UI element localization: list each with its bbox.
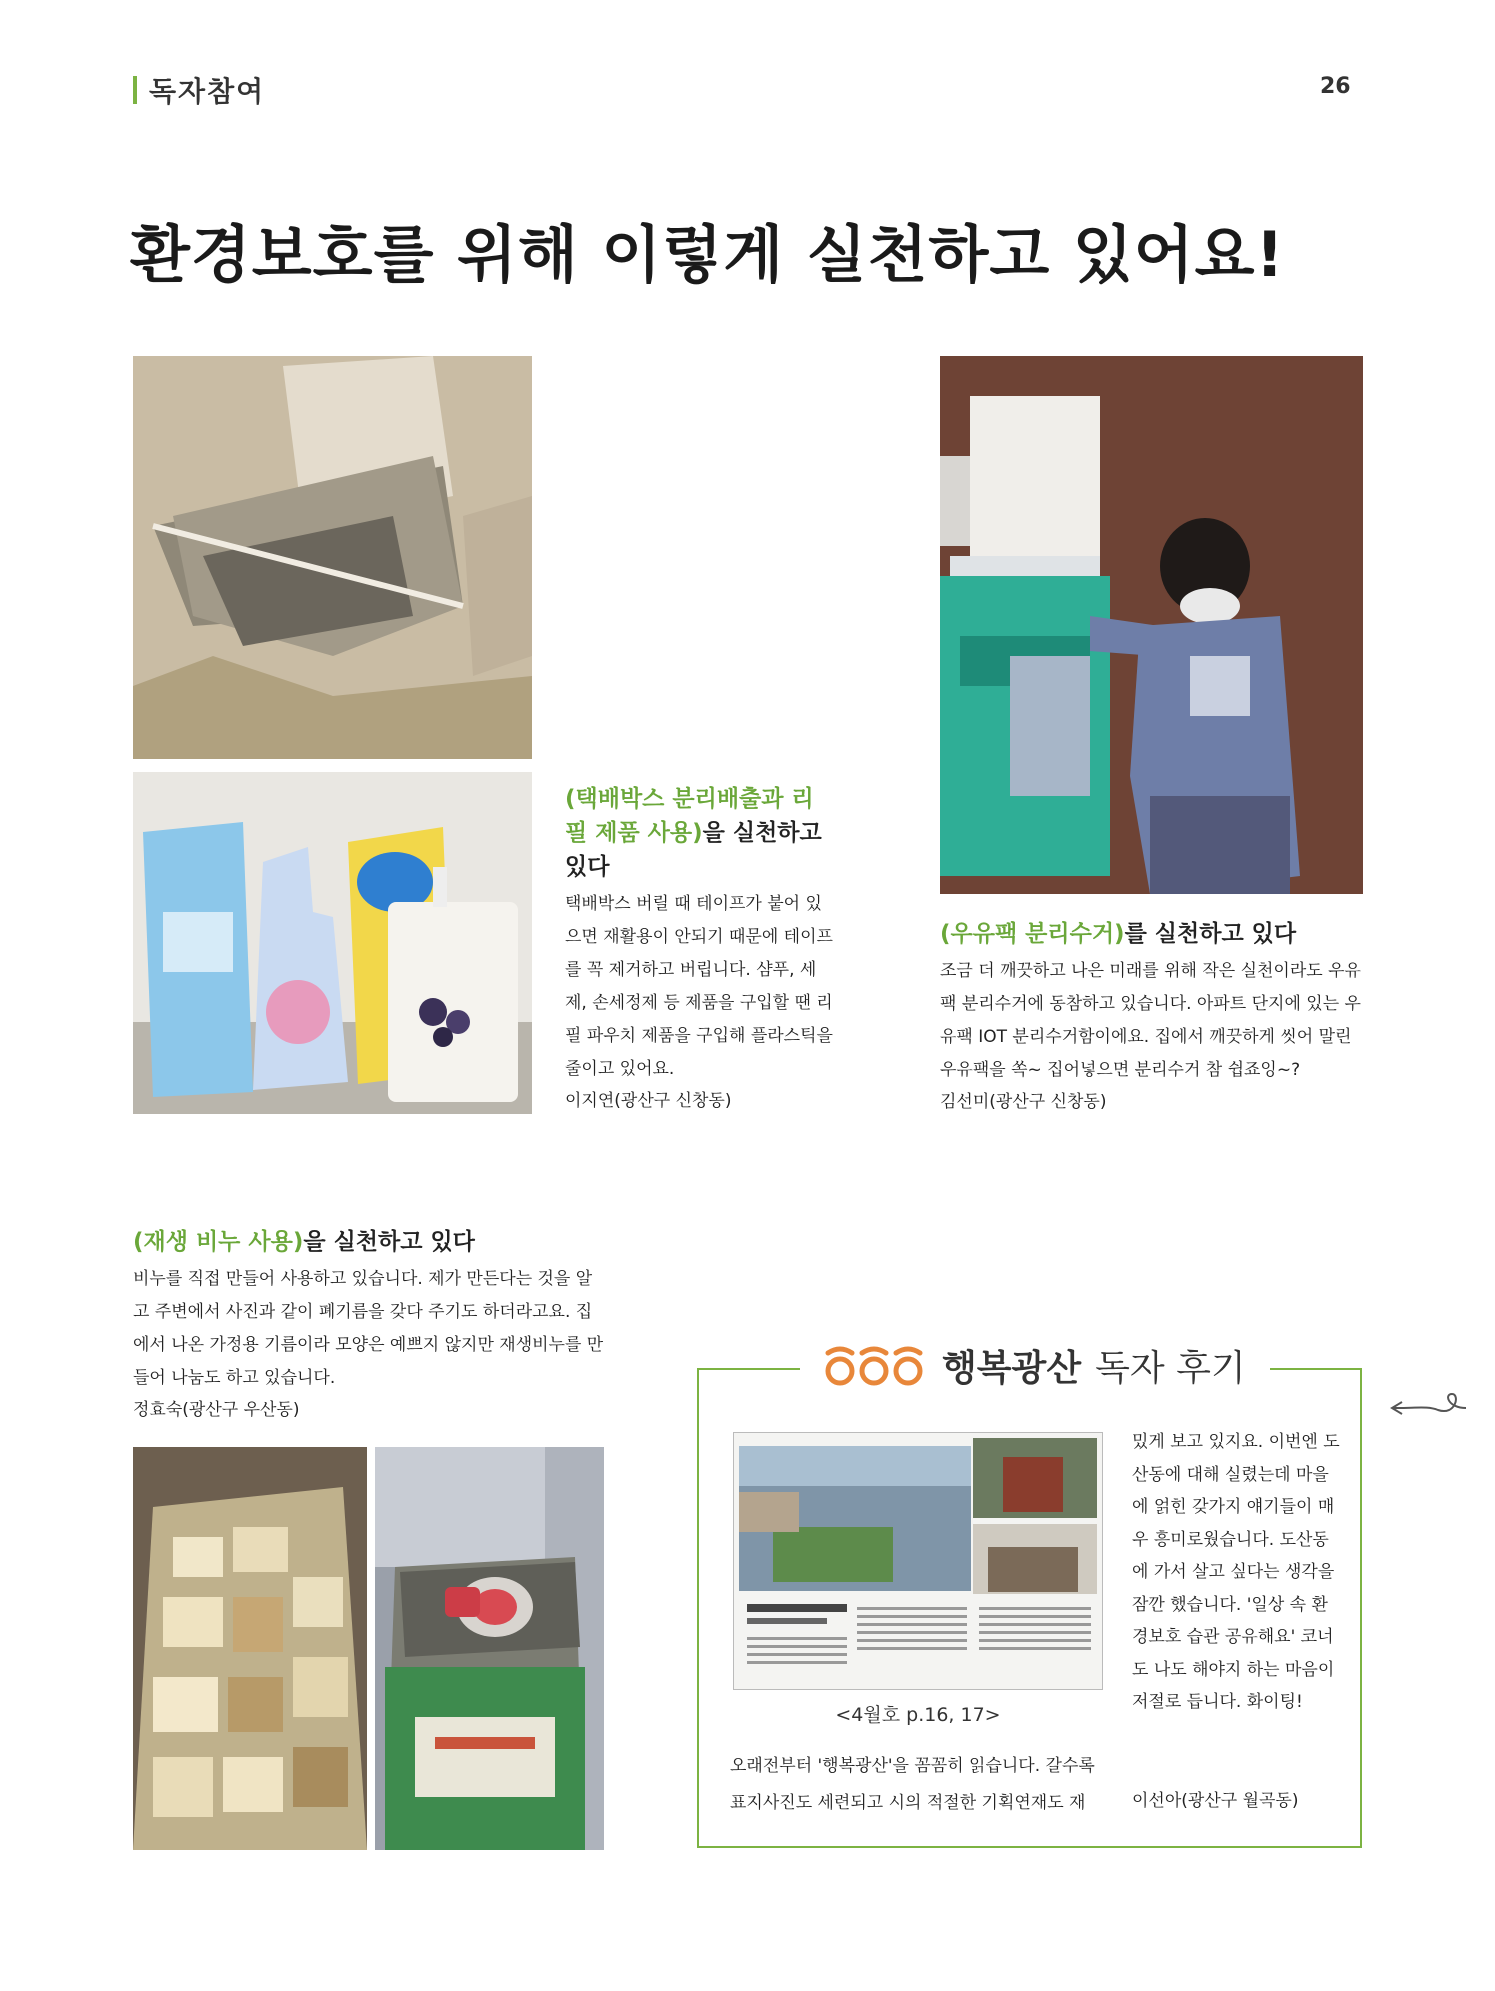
entry-soap-author: 정효숙(광산구 우산동) [133, 1400, 300, 1420]
reader-review-title-a: 행복광산 [942, 1347, 1082, 1389]
section-label [133, 70, 265, 110]
section-text: 독자참여 [149, 75, 266, 108]
review-body-bottom: 오래전부터 '행복광산'을 꼼꼼히 읽습니다. 갈수록 표지사진도 세련되고 시의 적절한 기획연재도 재 [730, 1756, 1095, 1813]
entry-refill-body: 택배박스 버릴 때 테이프가 붙어 있으면 재활용이 안되기 때문에 테이프를 꼭 제거하고 버립니다. 샴푸, 세제, 손세정제 등 제품을 구입할 땐 리필 파우치 제품을 구입해 플라스틱을 줄이고 있어요. [565, 894, 833, 1079]
entry-refill-suffix: 을 실천하고 있다 [565, 820, 822, 880]
reader-review-title [800, 1330, 1270, 1400]
entry-refill-author: 이지연(광산구 신창동) [565, 1091, 732, 1111]
curly-arrow-icon [1388, 1386, 1468, 1426]
entry-milk-heading [940, 917, 1365, 951]
entry-soap-body: 비누를 직접 만들어 사용하고 있습니다. 제가 만든다는 것을 알고 주변에서 사진과 같이 폐기름을 갖다 주기도 하더라고요. 집에서 나온 가정용 기름이라 모양은 예쁘지 않지만 재생비누를 만들어 나눔도 하고 있습니다. [133, 1269, 604, 1388]
photo-cardboard-box [133, 356, 532, 759]
entry-refill-heading [565, 782, 835, 884]
entry-soap-heading [133, 1225, 608, 1259]
review-body-right: 밌게 보고 있지요. 이번엔 도산동에 대해 실렸는데 마을에 얽힌 갖가지 얘기들이 매우 흥미로웠습니다. 도산동에 가서 살고 싶다는 생각을 잠깐 했습니다. '일상 속 환경보호 습관 공유해요' 코너도 나도 해야지 하는 마음이 저절로 듭니다. 화이팅! [1132, 1432, 1340, 1712]
entry-refill-highlight: (택배박스 분리배출과 리필 제품 사용) [565, 786, 814, 846]
entry-milk-caption [940, 917, 1365, 1117]
photo-recycled-soap [133, 1447, 367, 1850]
review-author: 이선아(광산구 월곡동) [1132, 1791, 1299, 1811]
magazine-spread-thumbnail [733, 1432, 1103, 1690]
entry-soap-suffix: 을 실천하고 있다 [303, 1229, 475, 1255]
entry-soap-caption [133, 1225, 608, 1425]
photo-milk-carton-recycling [940, 356, 1363, 894]
photo-waste-oil-can [375, 1447, 604, 1850]
page-title: 환경보호를 위해 이렇게 실천하고 있어요! [130, 218, 1285, 291]
photo-refill-products [133, 772, 532, 1114]
happy-faces-icon [824, 1343, 928, 1387]
section-bar [133, 76, 137, 104]
entry-milk-highlight: (우유팩 분리수거) [940, 921, 1125, 947]
reader-review-title-b: 독자 후기 [1095, 1347, 1246, 1389]
entry-milk-suffix: 를 실천하고 있다 [1124, 921, 1297, 947]
review-issue-label: <4월호 p.16, 17> [835, 1704, 1001, 1726]
entry-refill-caption [565, 782, 835, 1116]
entry-soap-highlight: (재생 비누 사용) [133, 1229, 304, 1255]
page-number: 26 [1320, 74, 1351, 99]
entry-milk-author: 김선미(광산구 신창동) [940, 1092, 1107, 1112]
entry-milk-body: 조금 더 깨끗하고 나은 미래를 위해 작은 실천이라도 우유팩 분리수거에 동참하고 있습니다. 아파트 단지에 있는 우유팩 IOT 분리수거함이에요. 집에서 깨끗하게 씻어 말린 우유팩을 쏙~ 집어넣으면 분리수거 참 쉽죠잉~? [940, 961, 1361, 1080]
